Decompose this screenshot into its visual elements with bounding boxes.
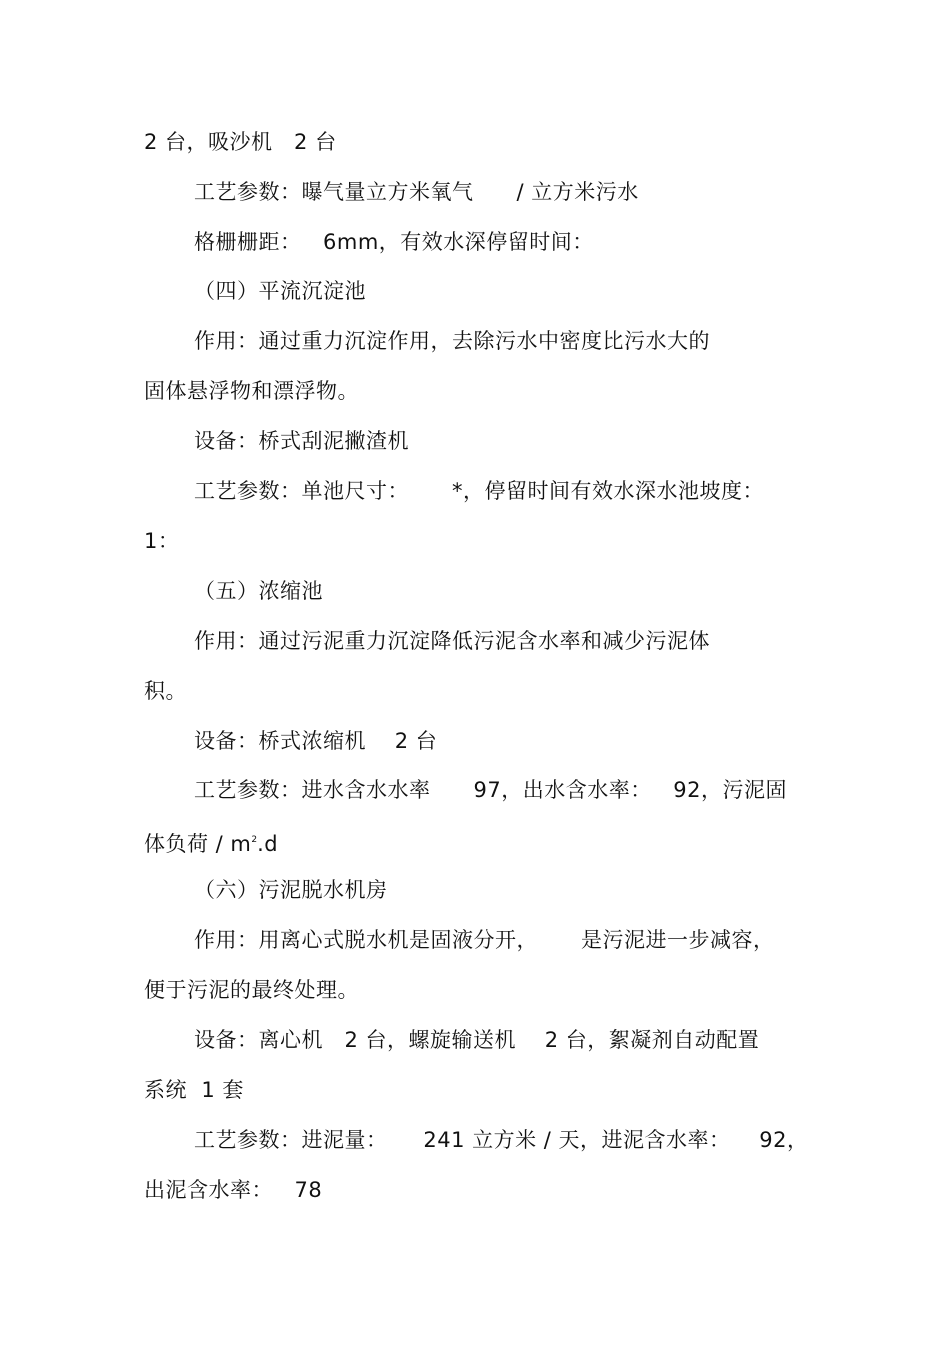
text-line: 设备：桥式浓缩机 2 台 [194, 729, 438, 753]
text-line: 便于污泥的最终处理。 [144, 978, 359, 1002]
text-line: 作用：通过污泥重力沉淀降低污泥含水率和减少污泥体 [194, 629, 710, 653]
text-line: 系统 1 套 [144, 1078, 244, 1102]
text-line: 工艺参数：进泥量： 241 立方米 / 天，进泥含水率： 92， [194, 1128, 809, 1152]
text-line: 设备：离心机 2 台，螺旋输送机 2 台，絮凝剂自动配置 [194, 1028, 760, 1052]
section-heading: （四）平流沉淀池 [194, 279, 366, 303]
text-line: 工艺参数：单池尺寸： *，停留时间有效水深水池坡度： [194, 479, 765, 503]
text-line: 出泥含水率： 78 [144, 1178, 323, 1202]
text-line: 工艺参数：曝气量立方米氧气 / 立方米污水 [194, 180, 639, 204]
section-heading: （五）浓缩池 [194, 579, 323, 603]
load-suffix: .d [257, 832, 279, 856]
text-line: 积。 [144, 679, 187, 703]
text-line: 2 台，吸沙机 2 台 [144, 130, 337, 154]
text-line: 1： [144, 529, 180, 553]
text-line: 作用：用离心式脱水机是固液分开， 是污泥进一步减容， [194, 928, 775, 952]
text-line: 设备：桥式刮泥撇渣机 [194, 429, 409, 453]
text-line-load [144, 825, 844, 855]
text-line: 作用：通过重力沉淀作用，去除污水中密度比污水大的 [194, 329, 710, 353]
superscript-2: 2 [251, 835, 258, 845]
load-prefix: 体负荷 / m [144, 832, 252, 856]
section-heading: （六）污泥脱水机房 [194, 878, 388, 902]
text-line: 固体悬浮物和漂浮物。 [144, 379, 359, 403]
text-line: 格栅栅距： 6mm，有效水深停留时间： [194, 230, 594, 254]
text-line: 工艺参数：进水含水水率 97，出水含水率： 92，污泥固 [194, 778, 788, 802]
